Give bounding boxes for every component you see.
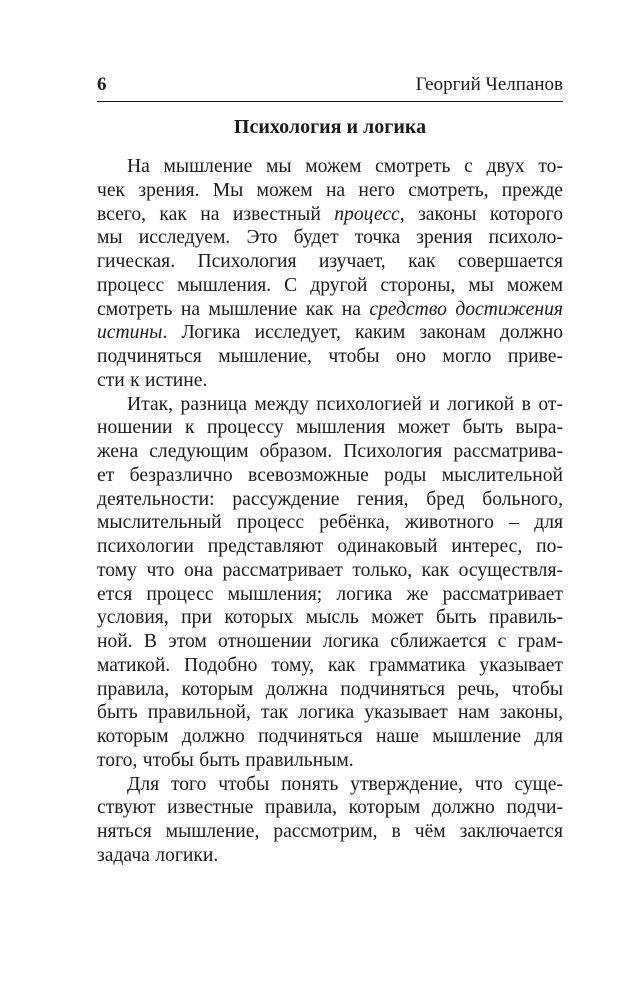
header-rule (97, 101, 563, 102)
text-line: задача логики. (97, 844, 219, 866)
text-line: ношении к процессу мышления может быть выра- (97, 417, 563, 439)
text-line: которым должно подчиняться наше мышление для (97, 726, 563, 747)
text-line: На мышление мы можем смотреть с двух то- (127, 156, 563, 177)
text-line: гическая. Психология изучает, как совершается (97, 251, 563, 272)
chapter-title: Психология и логика (233, 116, 427, 138)
text-line: няться мышление, рассмотрим, в чём заключается (97, 821, 563, 842)
text-line: ет безразлично всевозможные роды мыслительной (97, 464, 563, 486)
text-line: того, чтобы быть правильным. (97, 749, 354, 771)
text-line: быть правильной, так логика указывает нам законы, (97, 702, 563, 724)
page-header (97, 74, 563, 98)
emphasis-text: процесс (334, 203, 400, 225)
text-line: ствуют известные правила, которым должно подчи- (97, 797, 563, 819)
paragraph (97, 155, 563, 393)
text-line: ной. В этом отношении логика сближается с грам- (97, 631, 563, 652)
text-line: процесс мышления. С другой стороны, мы можем (97, 274, 563, 296)
text-line: всего, как на известный процесс, законы которого (97, 203, 563, 225)
text-body (97, 155, 563, 868)
page-number: 6 (97, 74, 107, 95)
running-head-author: Георгий Челпанов (415, 74, 563, 95)
text-line: Итак, разница между психологией и логикой в от- (127, 393, 563, 415)
emphasis-text: истины (97, 322, 163, 344)
text-line: сти к истине. (97, 369, 208, 391)
text-line: психологии представляют одинаковый интерес, по- (97, 536, 563, 557)
text-line: подчиняться мышление, чтобы оно могло приве- (97, 346, 563, 367)
text-line: мыслительный процесс ребёнка, животного – для (97, 512, 563, 534)
text-line: смотреть на мышление как на средство достижения (97, 298, 563, 320)
emphasis-text: средство достижения (369, 298, 563, 320)
text-line: чек зрения. Мы можем на него смотреть, прежде (97, 179, 563, 201)
text-line: тому что она рассматривает только, как осуществля- (97, 559, 563, 581)
text-line: правила, которым должна подчиняться речь, чтобы (97, 678, 563, 700)
paragraph (97, 393, 563, 773)
paragraph (97, 773, 563, 868)
text-line: ется процесс мышления; логика же рассматривает (97, 583, 563, 605)
text-line: жена следующим образом. Психология рассматрива- (97, 441, 563, 462)
text-line: Для того чтобы понять утверждение, что суще- (127, 773, 563, 795)
text-line: условия, при которых мысль может быть правиль- (97, 607, 563, 629)
text-line: мы исследуем. Это будет точка зрения психоло- (97, 227, 563, 249)
text-line: истины. Логика исследует, каким законам должно (97, 322, 563, 344)
text-line: деятельности: рассуждение гения, бред больного, (97, 488, 563, 510)
text-line: матикой. Подобно тому, как грамматика указывает (97, 654, 563, 676)
